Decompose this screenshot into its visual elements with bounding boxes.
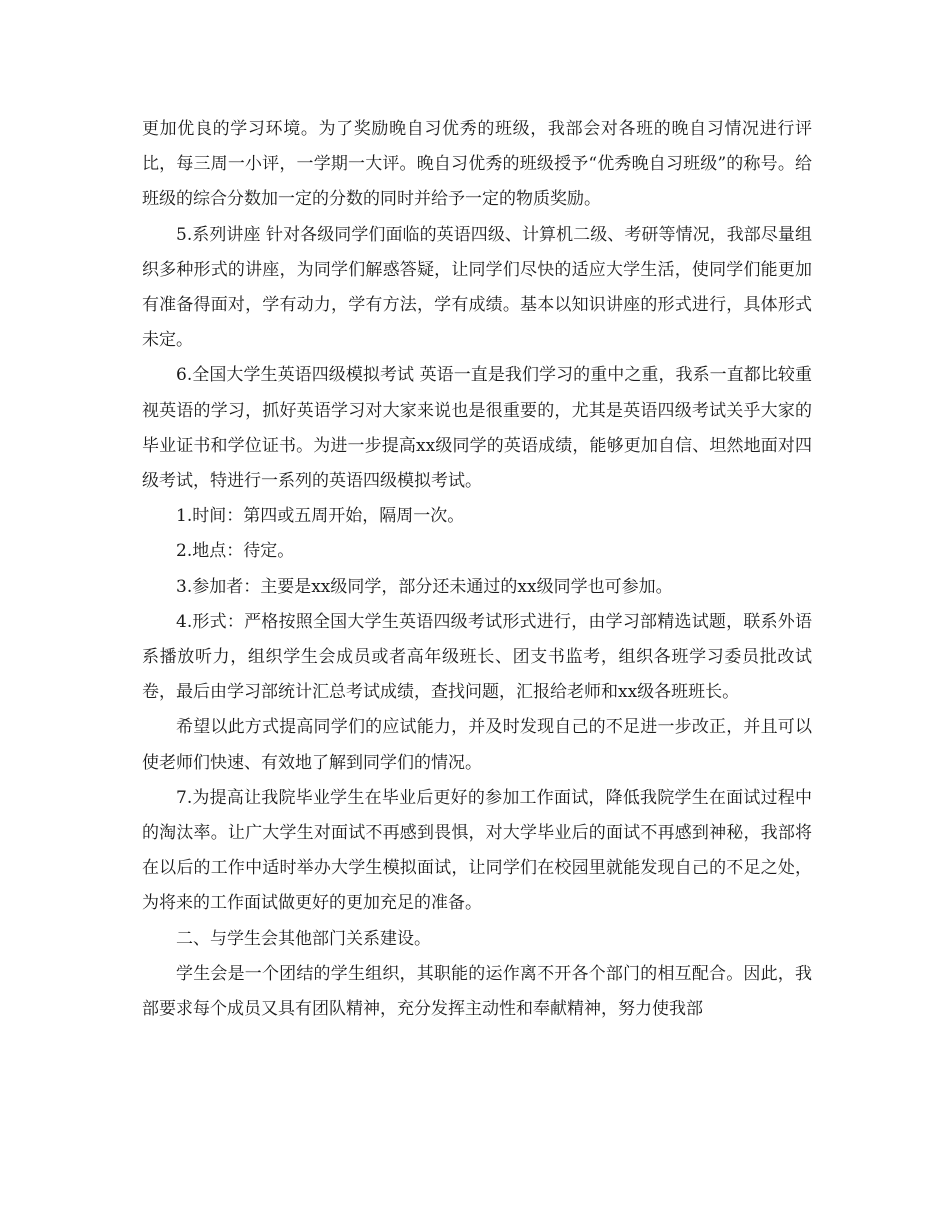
paragraph-student-union: 学生会是一个团结的学生组织，其职能的运作离不开各个部门的相互配合。因此，我部要求每个成员又具有团队精神，充分发挥主动性和奉献精神，努力使我部: [142, 963, 812, 1020]
paragraph-exam-format: 4.形式：严格按照全国大学生英语四级考试形式进行，由学习部精选试题，联系外语系播放听力，组织学生会成员或者高年级班长、团支书监考，组织各班学习委员批改试卷，最后由学习部统计汇总考试成绩，查找问题，汇报给老师和xx级各班班长。: [142, 611, 812, 703]
paragraph-exam-location: 2.地点：待定。: [176, 541, 295, 562]
paragraph-exam-participants: 3.参加者：主要是xx级同学，部分还未通过的xx级同学也可参加。: [176, 576, 673, 597]
paragraph-cet4-mock-exam: 6.全国大学生英语四级模拟考试 英语一直是我们学习的重中之重，我系一直都比较重视英语的学习，抓好英语学习对大家来说也是很重要的，尤其是英语四级考试关乎大家的毕业证书和学位证书。为进一步提高xx级同学的英语成绩，能够更加自信、坦然地面对四级考试，特进行一系列的英语四级模拟考试。: [142, 365, 812, 492]
paragraph-continuation: 更加优良的学习环境。为了奖励晚自习优秀的班级，我部会对各班的晚自习情况进行评比，每三周一小评，一学期一大评。晚自习优秀的班级授予“优秀晚自习班级”的称号。给班级的综合分数加一定的分数的同时并给予一定的物质奖励。: [142, 119, 812, 210]
paragraph-lecture-series: 5.系列讲座 针对各级同学们面临的英语四级、计算机二级、考研等情况，我部尽量组织多种形式的讲座，为同学们解惑答疑，让同学们尽快的适应大学生活，使同学们能更加有准备得面对，学有动力，学有方法，学有成绩。基本以知识讲座的形式进行，具体形式未定。: [142, 224, 812, 351]
paragraph-mock-interview: 7.为提高让我院毕业学生在毕业后更好的参加工作面试，降低我院学生在面试过程中的淘汰率。让广大学生对面试不再感到畏惧，对大学毕业后的面试不再感到神秘，我部将在以后的工作中适时举办大学生模拟面试，让同学们在校园里就能发现自己的不足之处，为将来的工作面试做更好的更加充足的准备。: [142, 787, 812, 914]
paragraph-exam-time: 1.时间：第四或五周开始，隔周一次。: [176, 506, 465, 527]
document-body: [142, 112, 812, 1027]
paragraph-exam-purpose: 希望以此方式提高同学们的应试能力，并及时发现自己的不足进一步改正，并且可以使老师们快速、有效地了解到同学们的情况。: [142, 717, 812, 773]
section-heading-department-relations: 二、与学生会其他部门关系建设。: [176, 928, 431, 949]
